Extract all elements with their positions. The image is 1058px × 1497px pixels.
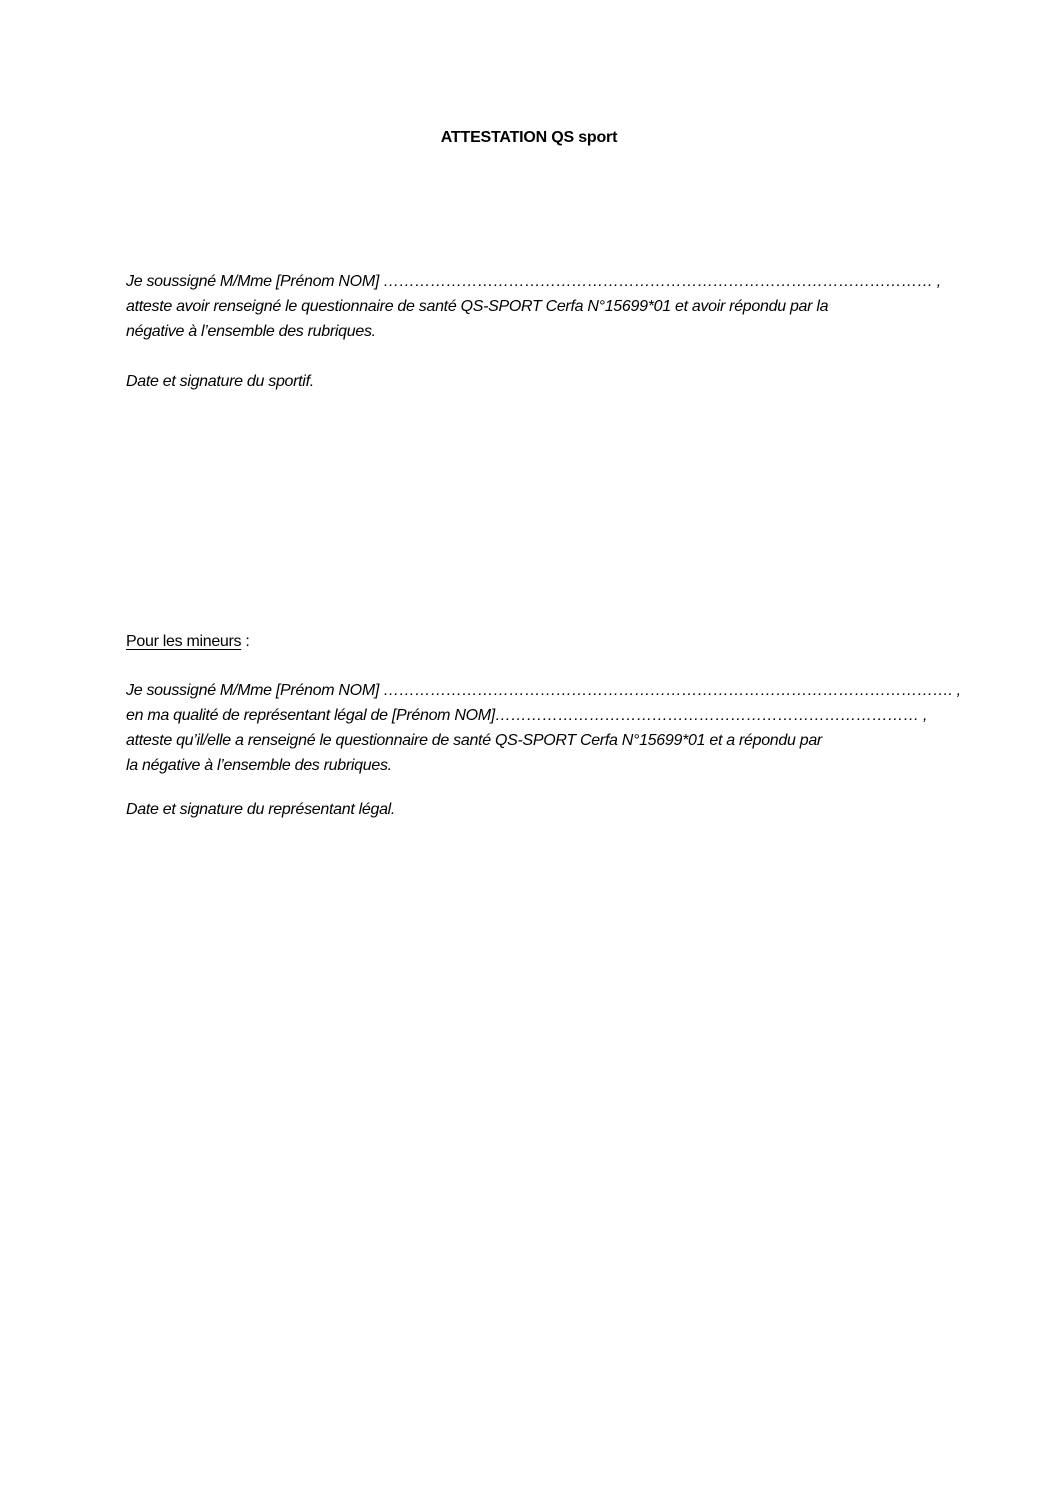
adult-attestation-paragraph (126, 269, 941, 344)
adult-attestation-line: Je soussigné M/Mme [Prénom NOM] …………………………………………………………………………………………… , (126, 273, 941, 290)
minor-attestation-line: en ma qualité de représentant légal de [Prénom NOM]……………………………………………………………………… , (126, 707, 928, 724)
adult-signature-label: Date et signature du sportif. (126, 373, 314, 390)
adult-attestation-line: atteste avoir renseigné le questionnaire de santé QS-SPORT Cerfa N°15699*01 et avoir répondu par la (126, 298, 829, 315)
minor-attestation-line: atteste qu’il/elle a renseigné le questionnaire de santé QS-SPORT Cerfa N°15699*01 et a répondu par (126, 732, 822, 749)
minors-heading-colon: : (241, 633, 250, 650)
minors-heading-text: Pour les mineurs (126, 633, 242, 650)
minor-attestation-line: la négative à l’ensemble des rubriques. (126, 757, 392, 774)
adult-attestation-line: négative à l’ensemble des rubriques. (126, 323, 376, 340)
minor-attestation-paragraph (126, 678, 961, 778)
minor-signature-label: Date et signature du représentant légal. (126, 801, 396, 818)
minor-attestation-line: Je soussigné M/Mme [Prénom NOM] ………………………………………………………………………………………………. , (126, 682, 961, 699)
minors-section-heading (126, 629, 250, 654)
document-title: ATTESTATION QS sport (440, 129, 618, 146)
